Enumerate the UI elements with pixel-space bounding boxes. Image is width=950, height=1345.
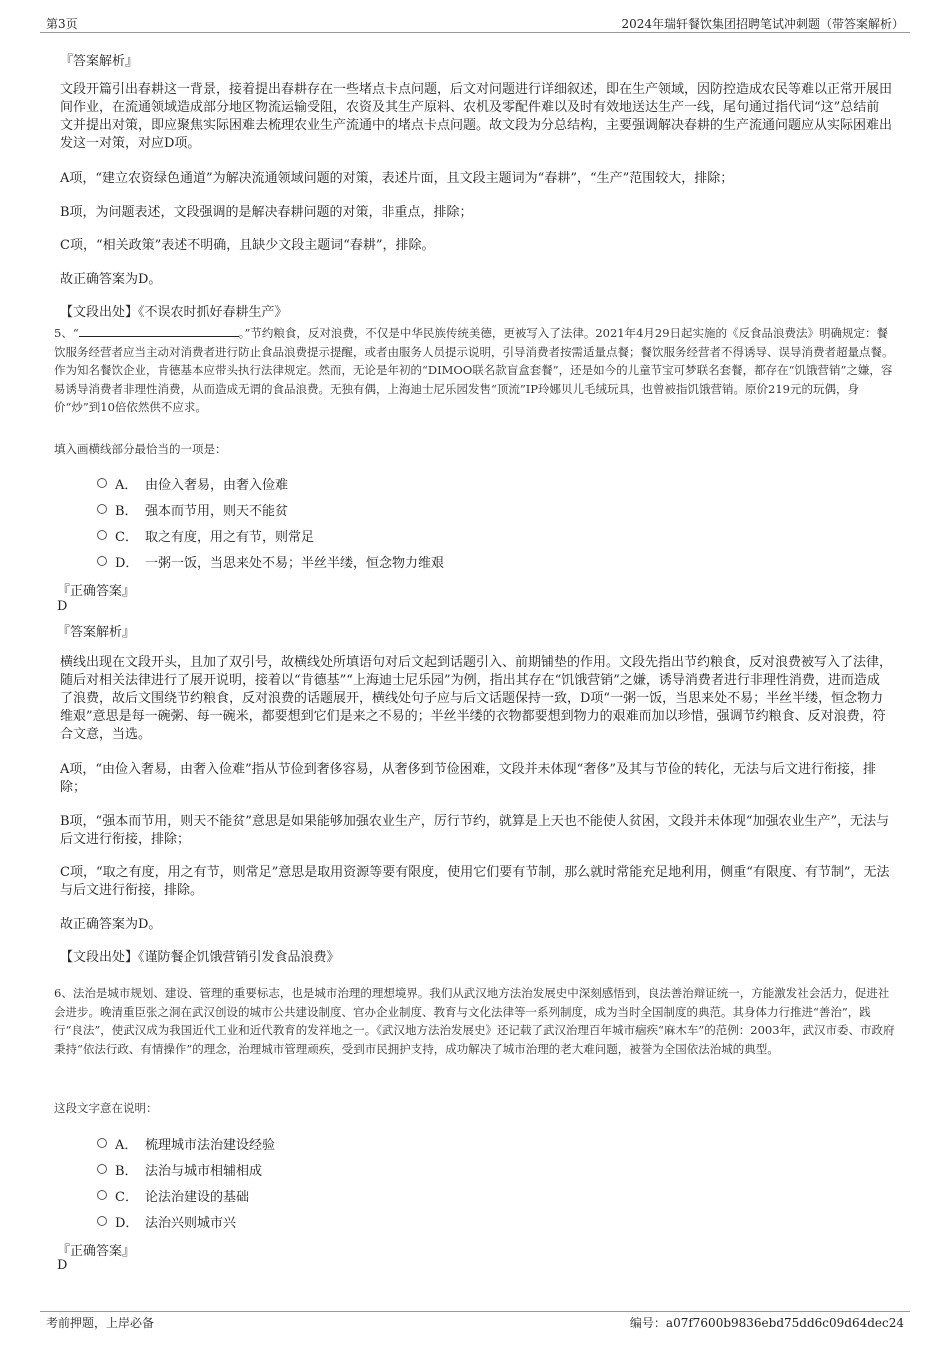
option-letter: A．: [115, 1138, 138, 1153]
q6-prompt: 这段文字意在说明：: [54, 1101, 158, 1115]
option-text: 论法治建设的基础: [145, 1190, 250, 1205]
radio-icon[interactable]: [97, 1164, 107, 1174]
q4-option-b-analysis: B项，为问题表述，文段强调的是解决春耕问题的对策，非重点，排除；: [60, 205, 473, 220]
radio-icon[interactable]: [97, 556, 107, 566]
q6-stem: 6、法治是城市规划、建设、管理的重要标志，也是城市治理的理想境界。我们从武汉地方法治发展史中深刻感悟到，良法善治辩证统一，方能激发社会活力，促进社会进步。晚清重臣张之洞在武汉创设的城市公共建设制度、官办企业制度、教育与文化法律等一系列制度，成为当时全国制度的典范。其身体力行推进“善治”，践行“良法”，使武汉成为我国近代工业和近代教育的发祥地之一。《武汉地方法治发展史》还记载了武汉治理百年城市痼疾“麻木车”的范例：2003年，武汉市委、市政府秉持“依法行政、有情操作”的理念，治理城市管理顽疾，受到市民拥护支持，成功解决了城市治理的老大难问题，被誉为全国依法治城的典型。: [54, 986, 895, 1056]
document-id: 编号：a07f7600b9836ebd75dd6c09d64dec24: [629, 1316, 904, 1330]
radio-icon[interactable]: [97, 504, 107, 514]
footer-slogan: 考前押题，上岸必备: [46, 1316, 155, 1330]
radio-icon[interactable]: [97, 1216, 107, 1226]
option-text: 取之有度，用之有节，则常足: [145, 530, 315, 545]
option-text: 法治兴则城市兴: [145, 1216, 237, 1231]
q5-analysis-text: 横线出现在文段开头，且加了双引号，故横线处所填语句对后文起到话题引入、前期铺垫的作用。文段先指出节约粮食，反对浪费被写入了法律，随后对相关法律进行了展开说明，接着以“肯德基”“上海迪士尼乐园”为例，指出其存在“饥饿营销”之嫌，诱导消费者进行非理性消费，进而造成了浪费，故后文围绕节约粮食，反对浪费的话题展开，横线处句子应与后文话题保持一致，D项“一粥一饭，当思来处不易；半丝半缕，恒念物力维艰”意思是每一碗粥、每一碗米，都要想到它们是来之不易的；半丝半缕的衣物都要想到物力的艰难而加以珍惜，强调节约粮食、反对浪费，符合文意，当选。: [60, 655, 893, 742]
q6-answer: D: [57, 1258, 68, 1273]
footer-divider: [40, 1311, 910, 1312]
q5-number: 5、“: [54, 326, 79, 340]
option-text: 由俭入奢易，由奢入俭难: [145, 478, 289, 493]
q4-analysis-label: 『答案解析』: [60, 54, 139, 69]
radio-icon[interactable]: [97, 478, 107, 488]
q5-source: 【文段出处】《谨防餐企饥饿营销引发食品浪费》: [60, 950, 340, 965]
option-text: 强本而节用，则天不能贫: [145, 504, 289, 519]
option-letter: B．: [115, 504, 138, 519]
option-letter: D．: [115, 1216, 139, 1231]
option-letter: D．: [115, 556, 139, 571]
option-text: 法治与城市相辅相成: [145, 1164, 263, 1179]
header-divider: [40, 32, 910, 33]
q5-prompt: 填入画横线部分最恰当的一项是：: [54, 442, 227, 456]
q5-option-c-analysis: C项，“取之有度，用之有节，则常足”意思是取用资源等要有限度，使用它们要有节制，那么就时常能充足地利用，侧重“有限度、有节制”，无法与后文进行衔接，排除。: [60, 865, 890, 898]
option-letter: B．: [115, 1164, 138, 1179]
q5-stem: [54, 324, 896, 417]
q4-analysis-text: 文段开篇引出春耕这一背景，接着提出春耕存在一些堵点卡点问题，后文对问题进行详细叙述，即在生产领域，因防控造成农民等难以正常开展田间作业，在流通领域造成部分地区物流运输受阻，农资及其生产原料、农机及零配件难以及时有效地送达生产一线，尾句通过指代词“这”总结前文并提出对策，即应聚焦实际困难去梳理农业生产流通中的堵点卡点问题。故文段为分总结构，主要强调解决春耕的生产流通问题应从实际困难出发这一对策，对应D项。: [60, 82, 893, 151]
q5-answer: D: [57, 599, 68, 614]
option-letter: C．: [115, 530, 138, 545]
q6-answer-label: 『正确答案』: [57, 1244, 136, 1259]
q4-source: 【文段出处】《不误农时抓好春耕生产》: [60, 305, 288, 320]
radio-icon[interactable]: [97, 1190, 107, 1200]
q4-conclusion: 故正确答案为D。: [60, 272, 162, 287]
q5-stem-text: 。”节约粮食，反对浪费，不仅是中华民族传统美德，更被写入了法律。2021年4月29日起实施的《反食品浪费法》明确规定：餐饮服务经营者应当主动对消费者进行防止食品浪费提示提醒，或者由服务人员提示说明，引导消费者按需适量点餐；餐饮服务经营者不得诱导、误导消费者超量点餐。作为知名餐饮企业，肯德基本应带头执行法律规定。然而，无论是年初的“DIMOO联名款盲盒套餐”，还是如今的儿童节宝可梦联名套餐，都存在“饥饿营销”之嫌，容易诱导消费者非理性消费，从而造成无谓的食品浪费。无独有偶，上海迪士尼乐园发售“顶流”IP玲娜贝儿毛绒玩具，也曾被指饥饿营销。原价219元的玩偶，身价“炒”到10倍依然供不应求。: [54, 326, 894, 414]
q5-analysis-label: 『答案解析』: [57, 625, 136, 640]
q5-option-a-analysis: A项，“由俭入奢易，由奢入俭难”指从节俭到奢侈容易，从奢侈到节俭困难，文段并未体现“奢侈”及其与节俭的转化，无法与后文进行衔接，排除；: [60, 762, 876, 795]
radio-icon[interactable]: [97, 1138, 107, 1148]
option-text: 一粥一饭，当思来处不易；半丝半缕，恒念物力维艰: [145, 556, 445, 571]
page-header: [0, 0, 950, 34]
q5-blank: [79, 325, 239, 337]
q5-option-b-analysis: B项，“强本而节用，则天不能贫”意思是如果能够加强农业生产，厉行节约，就算是上天也不能使人贫困，文段并未体现“加强农业生产”，无法与后文进行衔接，排除；: [60, 814, 890, 847]
option-letter: C．: [115, 1190, 138, 1205]
q5-conclusion: 故正确答案为D。: [60, 917, 162, 932]
document-title: 2024年瑞轩餐饮集团招聘笔试冲刺题（带答案解析）: [621, 17, 904, 31]
q4-option-a-analysis: A项，“建立农资绿色通道”为解决流通领域问题的对策，表述片面，且文段主题词为“春耕”，“生产”范围较大，排除；: [60, 171, 734, 186]
page-number: 第3页: [46, 17, 78, 31]
option-text: 梳理城市法治建设经验: [145, 1138, 276, 1153]
radio-icon[interactable]: [97, 530, 107, 540]
option-letter: A．: [115, 478, 138, 493]
q5-answer-label: 『正确答案』: [57, 584, 136, 599]
q4-option-c-analysis: C项，“相关政策”表述不明确，且缺少文段主题词“春耕”，排除。: [60, 238, 435, 253]
